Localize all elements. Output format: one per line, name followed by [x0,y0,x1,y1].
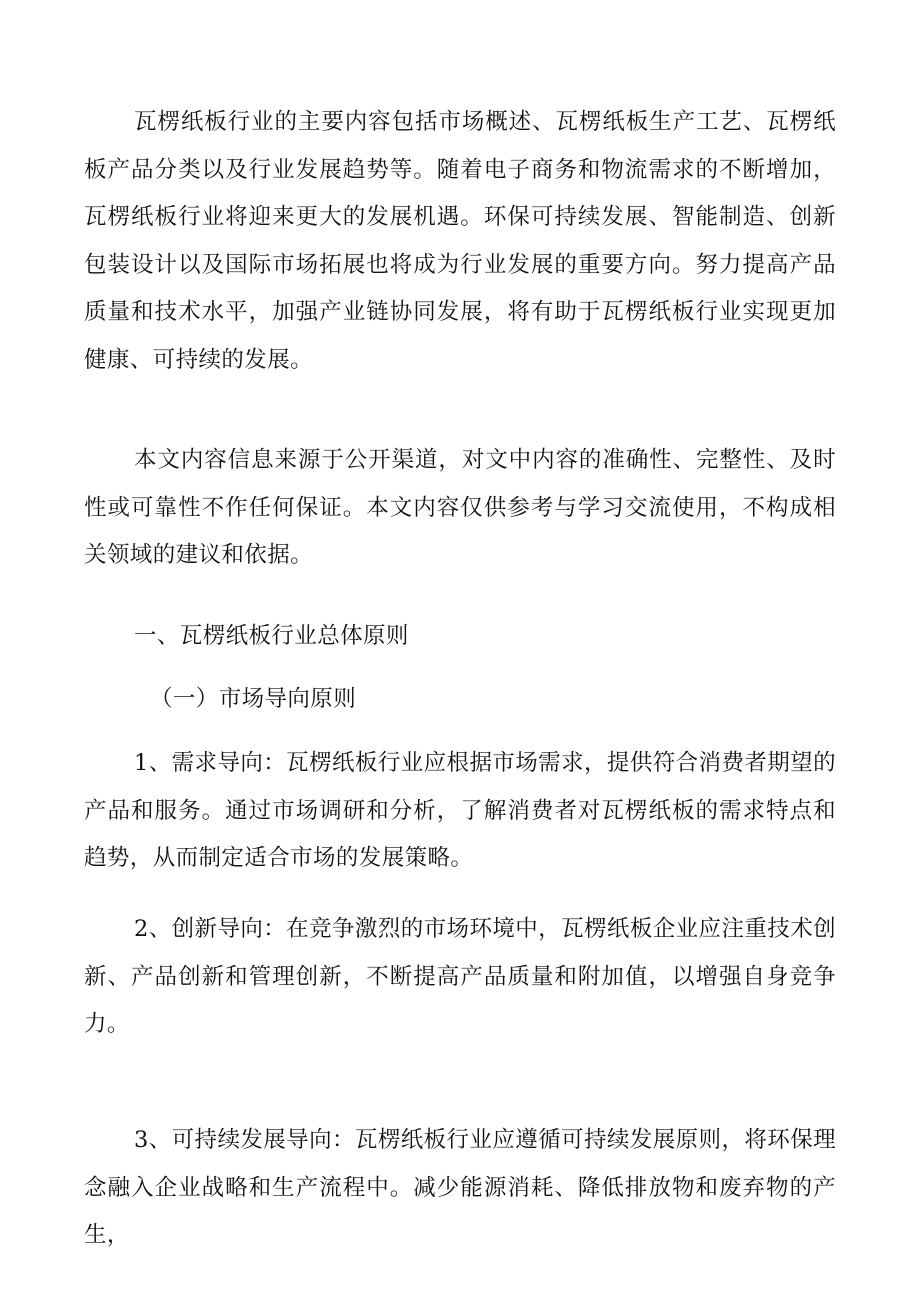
principle-item-demand: 1、需求导向：瓦楞纸板行业应根据市场需求，提供符合消费者期望的产品和服务。通过市场调研和分析，了解消费者对瓦楞纸板的需求特点和趋势，从而制定适合市场的发展策略。 [84,750,836,871]
intro-paragraph: 瓦楞纸板行业的主要内容包括市场概述、瓦楞纸板生产工艺、瓦楞纸板产品分类以及行业发展趋势等。随着电子商务和物流需求的不断增加，瓦楞纸板行业将迎来更大的发展机遇。环保可持续发展、智能制造、创新包装设计以及国际市场拓展也将成为行业发展的重要方向。努力提高产品质量和技术水平，加强产业链协同发展，将有助于瓦楞纸板行业实现更加健康、可持续的发展。 [84,109,836,373]
principle-item-sustainability: 3、可持续发展导向：瓦楞纸板行业应遵循可持续发展原则，将环保理念融入企业战略和生产流程中。减少能源消耗、降低排放物和废弃物的产生， [84,1127,836,1248]
section-heading: 一、瓦楞纸板行业总体原则 [134,623,409,649]
subsection-heading: （一）市场导向原则 [150,686,357,712]
principle-item-innovation: 2、创新导向：在竞争激烈的市场环境中，瓦楞纸板企业应注重技术创新、产品创新和管理创新，不断提高产品质量和附加值，以增强自身竞争力。 [84,916,836,1037]
disclaimer-paragraph: 本文内容信息来源于公开渠道，对文中内容的准确性、完整性、及时性或可靠性不作任何保证。本文内容仅供参考与学习交流使用，不构成相关领域的建议和依据。 [84,447,836,568]
